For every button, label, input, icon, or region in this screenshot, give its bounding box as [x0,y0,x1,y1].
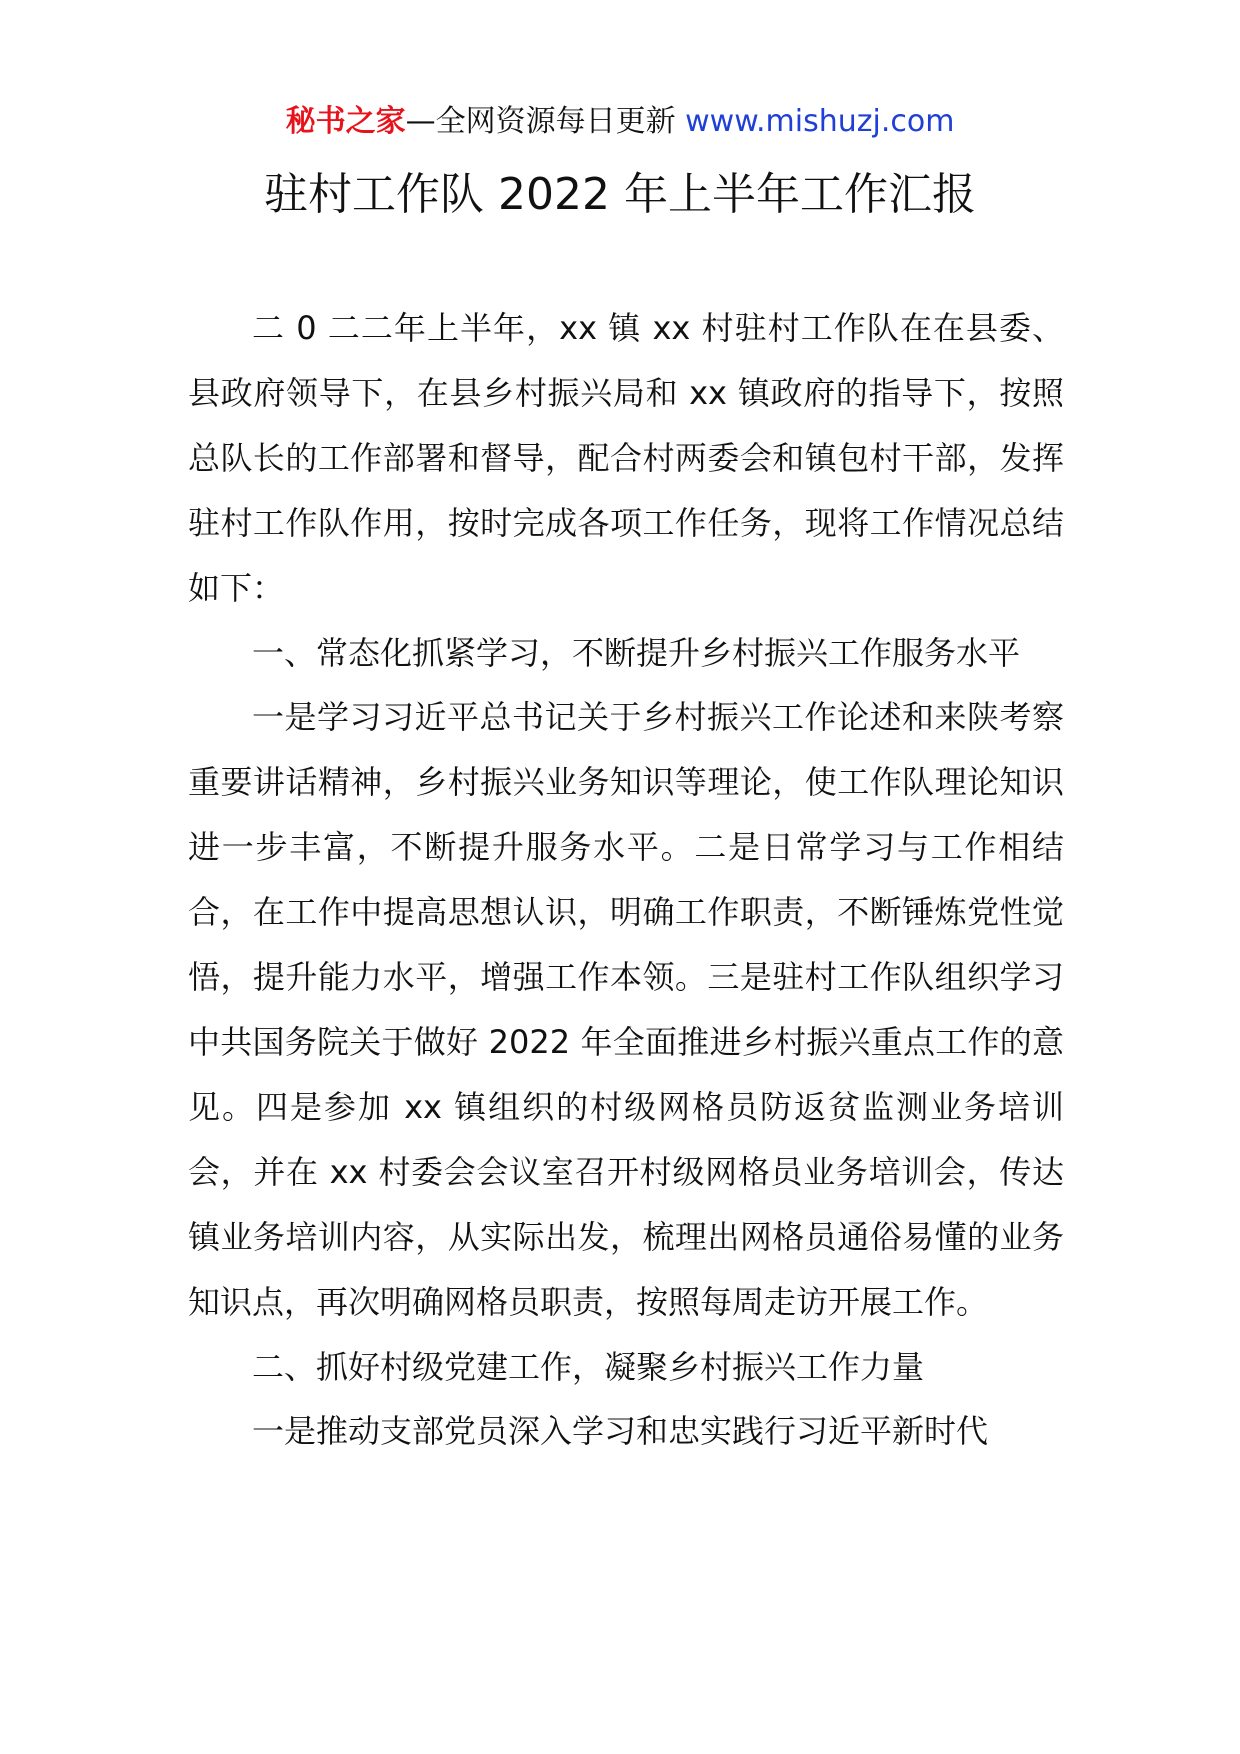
site-tagline: —全网资源每日更新 [405,104,686,139]
section-paragraph-1: 一是学习习近平总书记关于乡村振兴工作论述和来陕考察重要讲话精神，乡村振兴业务知识等理论，使工作队理论知识进一步丰富，不断提升服务水平。二是日常学习与工作相结合，在工作中提高思想认识，明确工作职责，不断锤炼党性觉悟，提升能力水平，增强工作本领。三是驻村工作队组织学习中共国务院关于做好 2022 年全面推进乡村振兴重点工作的意见。四是参加 xx 镇组织的村级网格员防返贫监测业务培训会，并在 xx 村委会会议室召开村级网格员业务培训会，传达镇业务培训内容，从实际出发，梳理出网格员通俗易懂的业务知识点，再次明确网格员职责，按照每周走访开展工作。 [188,698,1064,1321]
section-paragraph-2: 一是推动支部党员深入学习和忠实践行习近平新时代 [252,1412,989,1451]
document-body [188,296,1064,1464]
intro-paragraph: 二 0 二二年上半年，xx 镇 xx 村驻村工作队在在县委、县政府领导下，在县乡村振兴局和 xx 镇政府的指导下，按照总队长的工作部署和督导，配合村两委会和镇包村干部，发挥驻村工作队作用，按时完成各项工作任务，现将工作情况总结如下： [188,309,1064,607]
section-heading-1: 一、常态化抓紧学习，不断提升乡村振兴工作服务水平 [252,633,1021,672]
document-title: 驻村工作队 2022 年上半年工作汇报 [264,169,976,220]
site-brand: 秘书之家 [285,104,406,139]
site-header [0,100,1240,144]
site-url[interactable]: www.mishuzj.com [685,104,955,139]
section-heading-2: 二、抓好村级党建工作，凝聚乡村振兴工作力量 [252,1347,925,1386]
